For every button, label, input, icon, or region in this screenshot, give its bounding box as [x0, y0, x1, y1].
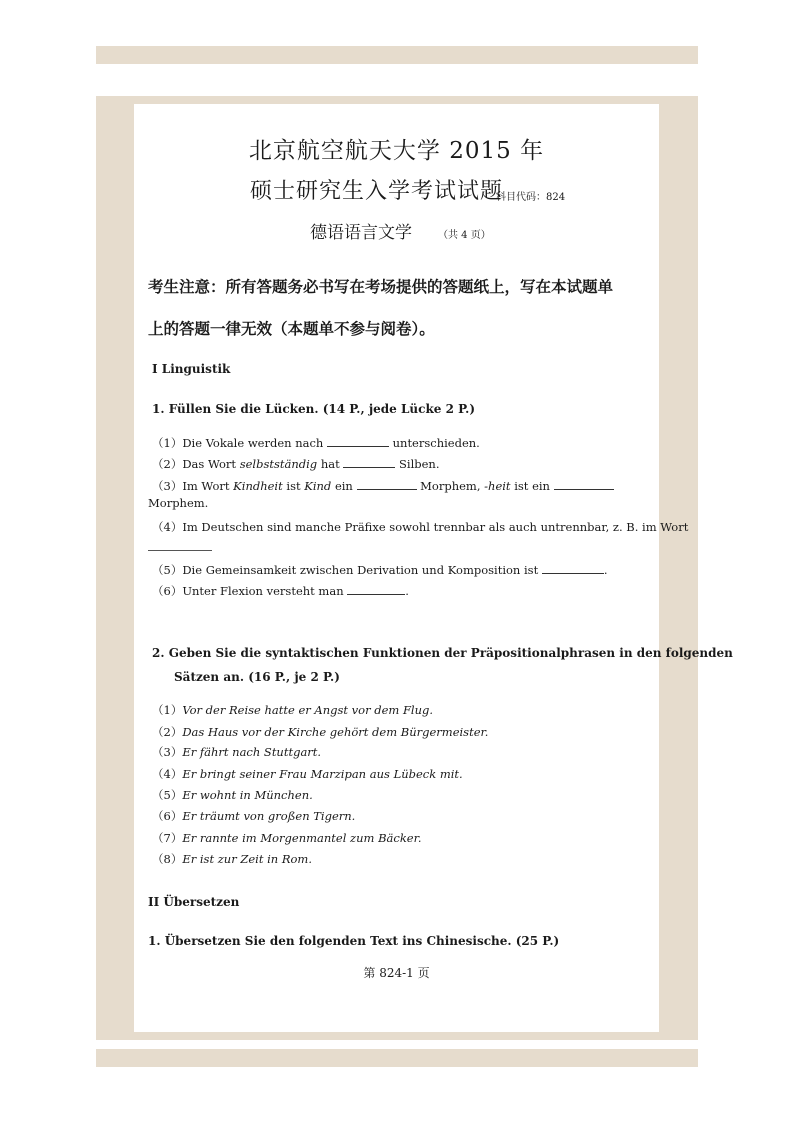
- answer-blank: [148, 550, 212, 551]
- answer-blank: [347, 593, 405, 595]
- q1-item-3-cont: Morphem.: [148, 496, 209, 510]
- subject-name: 德语语言文学: [310, 223, 412, 243]
- q2-title-line1: 2. Geben Sie die syntaktischen Funktionen der Präpositionalphrasen in den folgenden: [152, 646, 733, 660]
- notice-line1: 考生注意：所有答题务必书写在考场提供的答题纸上，写在本试题单: [148, 277, 614, 296]
- q2-item-1: （1）Vor der Reise hatte er Angst vor dem Flug.: [152, 703, 434, 717]
- exam-page: [134, 104, 733, 1032]
- q2-item-8: （8）Er ist zur Zeit in Rom.: [152, 852, 312, 866]
- section2-title: II Übersetzen: [148, 895, 240, 909]
- q1-item-3: （3）Im Wort Kindheit ist Kind ein Morphem, -heit ist ein: [152, 478, 614, 494]
- page-count: （共 4 页）: [438, 230, 491, 241]
- header-title-line2: 硕士研究生入学考试试题: [250, 179, 504, 204]
- answer-blank: [357, 488, 417, 490]
- section1-title: I Linguistik: [152, 362, 231, 376]
- notice-line2: 上的答题一律无效（本题单不参与阅卷）。: [148, 319, 435, 338]
- q2-item-3: （3）Er fährt nach Stuttgart.: [152, 745, 322, 759]
- q1-item-1: （1）Die Vokale werden nach unterschieden.: [152, 436, 480, 450]
- answer-blank: [554, 488, 614, 490]
- header-title-line1: 北京航空航天大学 2015 年: [248, 138, 545, 164]
- subject-code: 科目代码：824: [496, 192, 566, 203]
- section2-q1: 1. Übersetzen Sie den folgenden Text ins Chinesische. (25 P.): [148, 934, 560, 948]
- q2-title-line2: Sätzen an. (16 P., je 2 P.): [174, 670, 340, 684]
- q2-item-5: （5）Er wohnt in München.: [152, 788, 313, 802]
- answer-blank: [343, 466, 395, 468]
- q1-item-2: （2）Das Wort selbstständig hat Silben.: [152, 457, 440, 471]
- q2-item-4: （4）Er bringt seiner Frau Marzipan aus Lübeck mit.: [152, 767, 463, 781]
- q1-item-4: （4）Im Deutschen sind manche Präfixe sowohl trennbar als auch untrennbar, z. B. im Wort: [152, 520, 689, 534]
- top-band: [96, 46, 698, 64]
- q2-item-7: （7）Er rannte im Morgenmantel zum Bäcker.: [152, 831, 422, 845]
- bottom-band: [96, 1049, 698, 1067]
- q1-title: 1. Füllen Sie die Lücken. (14 P., jede Lücke 2 P.): [152, 402, 476, 416]
- q2-item-2: （2）Das Haus vor der Kirche gehört dem Bürgermeister.: [152, 725, 489, 739]
- q2-item-6: （6）Er träumt von großen Tigern.: [152, 809, 356, 823]
- answer-blank: [542, 572, 604, 574]
- q1-item-6: （6）Unter Flexion versteht man .: [152, 584, 409, 598]
- page-footer: 第 824-1 页: [363, 966, 430, 980]
- q1-item-5: （5）Die Gemeinsamkeit zwischen Derivation und Komposition ist .: [152, 563, 608, 577]
- answer-blank: [327, 445, 389, 447]
